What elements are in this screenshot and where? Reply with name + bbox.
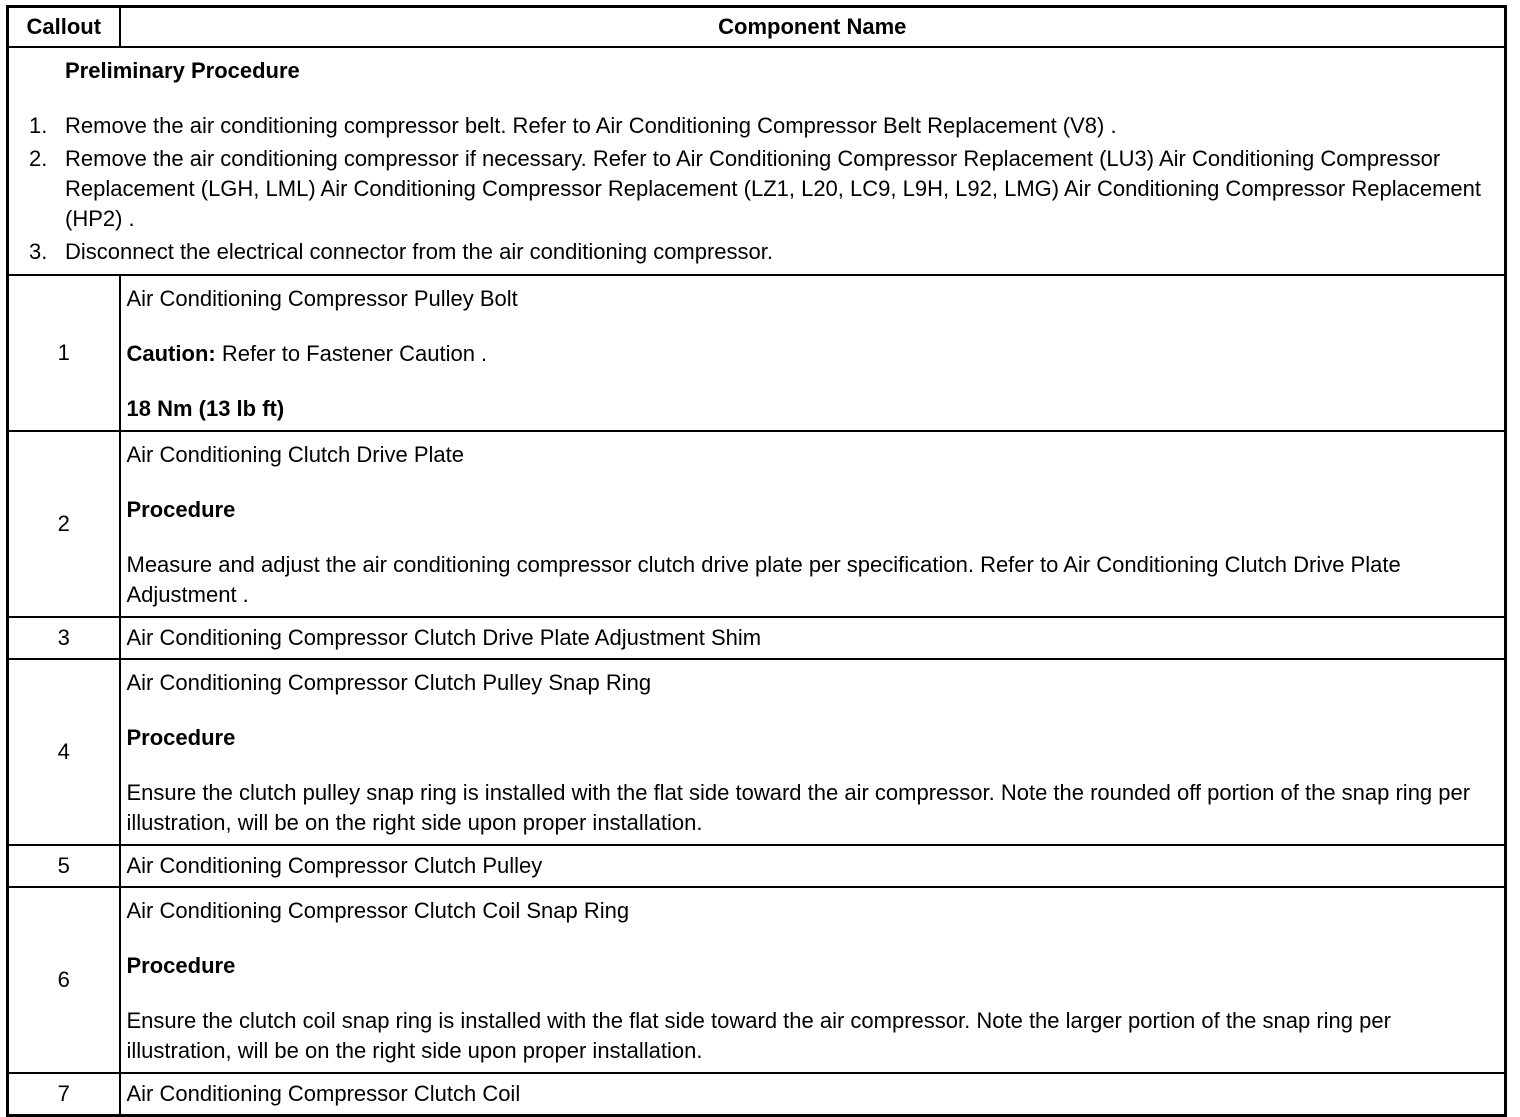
- callout-number: 1: [8, 275, 120, 431]
- component-name: Air Conditioning Compressor Clutch Drive Plate Adjustment Shim: [120, 617, 1506, 659]
- step-text: Disconnect the electrical connector from the air conditioning compressor.: [65, 239, 774, 264]
- component-cell: [120, 887, 1506, 1073]
- step-number: 1.: [29, 113, 48, 138]
- torque-spec: 18 Nm (13 lb ft): [126, 396, 285, 421]
- procedure-label: Procedure: [126, 953, 236, 978]
- caution-label: Caution:: [126, 341, 216, 366]
- component-name: Air Conditioning Compressor Clutch Coil: [120, 1073, 1506, 1115]
- caution-note: [127, 339, 1499, 369]
- component-name: Air Conditioning Compressor Clutch Coil Snap Ring: [126, 898, 630, 923]
- table-header-row: [8, 7, 1506, 48]
- table-row: [8, 431, 1506, 617]
- component-cell: [120, 659, 1506, 845]
- callout-number: 6: [8, 887, 120, 1073]
- component-name: Air Conditioning Compressor Pulley Bolt: [126, 286, 518, 311]
- component-name: Air Conditioning Compressor Clutch Pulley: [120, 845, 1506, 887]
- callout-number: 4: [8, 659, 120, 845]
- procedure-label: Procedure: [126, 497, 236, 522]
- component-name: Air Conditioning Clutch Drive Plate: [126, 442, 464, 467]
- caution-text: Refer to Fastener Caution .: [215, 341, 488, 366]
- table-row: [8, 845, 1506, 887]
- step-text: Remove the air conditioning compressor if necessary. Refer to Air Conditioning Compressor Replacement (LU3) Air Conditioning Compressor Replacement (LGH, LML) Air Conditioning Compressor Replacement (LZ1, L20, LC9, L9H, L92, LMG) Air Conditioning Compressor Replacement (HP2) .: [65, 146, 1481, 231]
- table-row: [8, 617, 1506, 659]
- step-number: 2.: [29, 146, 48, 171]
- procedure-text: Ensure the clutch coil snap ring is installed with the flat side toward the air compressor. Note the larger portion of the snap ring per illustration, will be on the right side upon proper installation.: [126, 1008, 1391, 1063]
- callout-number: 5: [8, 845, 120, 887]
- component-table: [6, 5, 1507, 1117]
- procedure-text: Ensure the clutch pulley snap ring is installed with the flat side toward the air compressor. Note the rounded off portion of the snap ring per illustration, will be on the right side upon proper installation.: [126, 780, 1471, 835]
- preliminary-procedure-cell: [8, 47, 1506, 275]
- callout-number: 7: [8, 1073, 120, 1115]
- component-name: Air Conditioning Compressor Clutch Pulley Snap Ring: [126, 670, 652, 695]
- callout-header: Callout: [8, 7, 120, 48]
- step-text: Remove the air conditioning compressor belt. Refer to Air Conditioning Compressor Belt Replacement (V8) .: [65, 113, 1117, 138]
- procedure-label: Procedure: [126, 725, 236, 750]
- step-number: 3.: [29, 239, 48, 264]
- preliminary-procedure-row: [8, 47, 1506, 275]
- preliminary-steps-list: [21, 111, 1492, 267]
- component-cell: [120, 431, 1506, 617]
- list-item: [21, 144, 1492, 234]
- component-name-header: Component Name: [120, 7, 1506, 48]
- callout-number: 2: [8, 431, 120, 617]
- table-row: [8, 1073, 1506, 1115]
- component-cell: [120, 275, 1506, 431]
- list-item: [21, 237, 1492, 267]
- procedure-text: Measure and adjust the air conditioning compressor clutch drive plate per specification. Refer to Air Conditioning Clutch Drive Plate Adjustment .: [126, 552, 1401, 607]
- table-row: [8, 887, 1506, 1073]
- table-row: [8, 275, 1506, 431]
- list-item: [21, 111, 1492, 141]
- preliminary-procedure-title: Preliminary Procedure: [65, 58, 300, 83]
- callout-number: 3: [8, 617, 120, 659]
- table-row: [8, 659, 1506, 845]
